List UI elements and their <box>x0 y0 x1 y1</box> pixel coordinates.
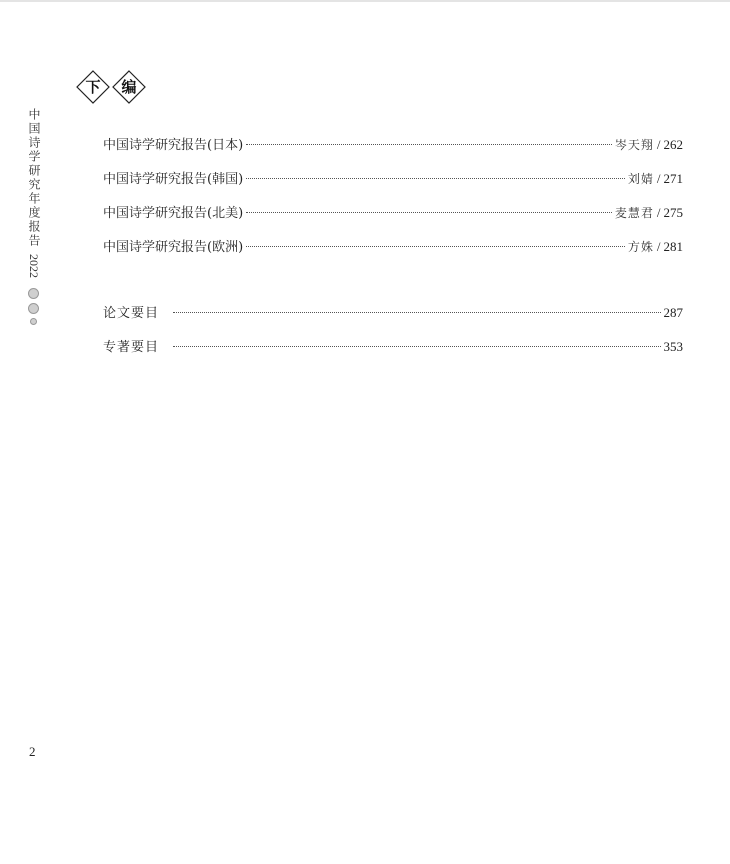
toc-separator: / <box>656 239 661 254</box>
page-number: 2 <box>29 744 36 759</box>
toc-page: 275 <box>663 205 683 220</box>
toc-page: 287 <box>663 305 683 320</box>
spine-year: 2022 <box>27 254 41 278</box>
toc-title: 中国诗学研究报告(欧洲) <box>103 240 244 255</box>
toc-page: 262 <box>663 137 683 152</box>
toc-page: 271 <box>663 171 683 186</box>
toc-entry[interactable] <box>103 336 683 370</box>
toc-author: 刘婧 <box>627 172 654 186</box>
toc-entry[interactable] <box>103 168 683 202</box>
section-char: 下 <box>85 78 101 96</box>
toc-title: 专著要目 <box>103 340 160 355</box>
toc-author: 方姝 <box>627 240 654 254</box>
dot-leader <box>246 144 612 145</box>
toc-separator: / <box>656 171 661 186</box>
dot-leader <box>246 178 625 179</box>
spine-title: 中国诗学研究年度报告 <box>27 108 41 248</box>
table-of-contents <box>103 134 683 270</box>
toc-title: 中国诗学研究报告(日本) <box>103 138 244 153</box>
section-diamond <box>112 70 146 104</box>
decorative-circles <box>24 288 42 325</box>
toc-entry[interactable] <box>103 302 683 336</box>
toc-separator: / <box>656 137 661 152</box>
spine <box>24 108 42 329</box>
toc-author: 麦慧君 <box>614 206 654 220</box>
dot-leader <box>246 212 612 213</box>
toc-page: 281 <box>663 239 683 254</box>
section-char: 编 <box>121 78 137 96</box>
appendix-contents <box>103 302 683 370</box>
circle-icon <box>30 318 37 325</box>
toc-entry[interactable] <box>103 202 683 236</box>
toc-title: 中国诗学研究报告(韩国) <box>103 172 244 187</box>
dot-leader <box>173 346 660 347</box>
toc-separator: / <box>656 205 661 220</box>
section-diamond <box>76 70 110 104</box>
circle-icon <box>28 303 39 314</box>
toc-entry[interactable] <box>103 134 683 168</box>
dot-leader <box>246 246 625 247</box>
toc-author: 岑天翔 <box>614 138 654 152</box>
section-heading <box>76 70 156 106</box>
toc-entry[interactable] <box>103 236 683 270</box>
dot-leader <box>173 312 660 313</box>
toc-page: 353 <box>663 339 683 354</box>
toc-title: 中国诗学研究报告(北美) <box>103 206 244 221</box>
top-rule <box>0 0 730 2</box>
toc-title: 论文要目 <box>103 306 160 321</box>
circle-icon <box>28 288 39 299</box>
